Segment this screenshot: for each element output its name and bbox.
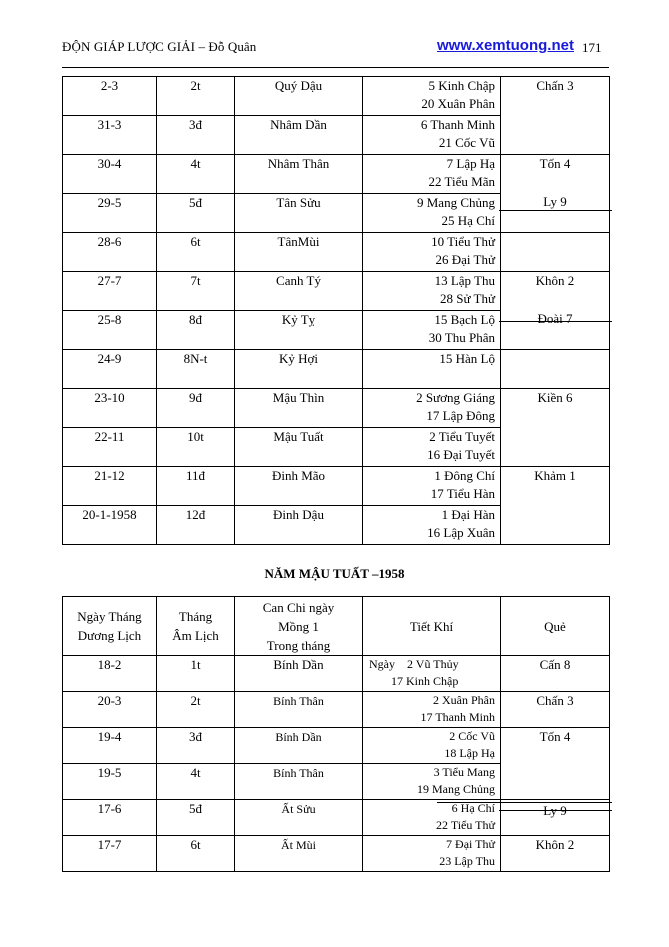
que-cell-empty <box>501 233 610 272</box>
canchi-cell: Nhâm Dần <box>235 116 363 155</box>
que-divider-line <box>499 321 612 322</box>
table-row <box>63 800 610 836</box>
month-cell: 9đ <box>157 389 235 428</box>
canchi-cell: Nhâm Thân <box>235 155 363 194</box>
que-cell: Cấn 8 <box>501 656 610 692</box>
tiet-khi-cell: 13 Lập Thu 28 Sử Thử <box>363 272 501 311</box>
month-cell: 6t <box>157 836 235 872</box>
que-divider-line <box>437 802 612 803</box>
date-cell: 20-3 <box>63 692 157 728</box>
date-cell: 23-10 <box>63 389 157 428</box>
tiet-khi-cell: 5 Kinh Chập 20 Xuân Phân <box>363 77 501 116</box>
month-cell: 6t <box>157 233 235 272</box>
que-divider-line <box>499 210 612 211</box>
table-row <box>63 836 610 872</box>
header-canchi: Can Chi ngày Mồng 1 Trong tháng <box>235 597 363 656</box>
que-cell: Kiền 6 <box>501 389 610 467</box>
canchi-cell: Mậu Tuất <box>235 428 363 467</box>
page-number: 171 <box>582 40 602 55</box>
table-row <box>63 272 610 311</box>
date-cell: 19-4 <box>63 728 157 764</box>
canchi-cell: Kỷ Hợi <box>235 350 363 389</box>
date-cell: 21-12 <box>63 467 157 506</box>
canchi-cell: Đinh Mão <box>235 467 363 506</box>
header-date: Ngày Tháng Dương Lịch <box>63 597 157 656</box>
canchi-cell: Ất Sửu <box>235 800 363 836</box>
date-cell: 18-2 <box>63 656 157 692</box>
tiet-khi-cell: 2 Tiểu Tuyết 16 Đại Tuyết <box>363 428 501 467</box>
month-cell: 10t <box>157 428 235 467</box>
date-cell: 31-3 <box>63 116 157 155</box>
canchi-cell: Canh Tý <box>235 272 363 311</box>
date-cell: 25-8 <box>63 311 157 350</box>
header-que: Quẻ <box>501 597 610 656</box>
month-cell: 3đ <box>157 728 235 764</box>
canchi-cell: Tân Sửu <box>235 194 363 233</box>
month-cell: 8N-t <box>157 350 235 389</box>
que-cell: Chấn 3 <box>501 77 610 155</box>
month-cell: 8đ <box>157 311 235 350</box>
month-cell: 4t <box>157 155 235 194</box>
que-cell: Khôn 2 <box>501 836 610 872</box>
que-cell: Tốn 4 Ly 9 <box>501 155 610 233</box>
tiet-khi-cell: 1 Đông Chí 17 Tiểu Hàn <box>363 467 501 506</box>
date-cell: 20-1-1958 <box>63 506 157 545</box>
date-cell: 29-5 <box>63 194 157 233</box>
calendar-table-1958 <box>62 596 610 872</box>
tiet-khi-cell: 7 Lập Hạ 22 Tiểu Mãn <box>363 155 501 194</box>
date-cell: 27-7 <box>63 272 157 311</box>
table-row <box>63 656 610 692</box>
section-title: NĂM MẬU TUẤT –1958 <box>264 566 405 581</box>
month-cell: 7t <box>157 272 235 311</box>
header-month: Tháng Âm Lịch <box>157 597 235 656</box>
date-cell: 24-9 <box>63 350 157 389</box>
date-cell: 17-6 <box>63 800 157 836</box>
canchi-cell: Mậu Thìn <box>235 389 363 428</box>
que-cell: Chấn 3 <box>501 692 610 728</box>
que-ly-label: Ly 9 <box>543 194 567 209</box>
tiet-khi-cell: 15 Hàn Lộ <box>363 350 501 389</box>
que-cell: Ly 9 <box>501 800 610 836</box>
date-cell: 22-11 <box>63 428 157 467</box>
calendar-table-1957 <box>62 76 610 545</box>
header-tiet-khi: Tiết Khí <box>363 597 501 656</box>
month-cell: 3đ <box>157 116 235 155</box>
month-cell: 2t <box>157 77 235 116</box>
date-cell: 2-3 <box>63 77 157 116</box>
tiet-khi-cell: 15 Bạch Lộ 30 Thu Phân <box>363 311 501 350</box>
table-row <box>63 728 610 764</box>
canchi-cell: Bính Thân <box>235 692 363 728</box>
tiet-khi-cell: 10 Tiểu Thử 26 Đại Thử <box>363 233 501 272</box>
date-cell: 17-7 <box>63 836 157 872</box>
month-cell: 1t <box>157 656 235 692</box>
canchi-cell: Bính Dần <box>235 656 363 692</box>
canchi-cell: Bính Thân <box>235 764 363 800</box>
month-cell: 4t <box>157 764 235 800</box>
month-cell: 5đ <box>157 800 235 836</box>
tiet-khi-cell: 1 Đại Hàn 16 Lập Xuân <box>363 506 501 545</box>
table-header-row <box>63 597 610 656</box>
month-cell: 11đ <box>157 467 235 506</box>
canchi-cell: Đinh Dậu <box>235 506 363 545</box>
table-row <box>63 155 610 194</box>
canchi-cell: Ất Mùi <box>235 836 363 872</box>
canchi-cell: Quý Dậu <box>235 77 363 116</box>
que-strike-line <box>499 810 612 811</box>
table-row <box>63 692 610 728</box>
table-row <box>63 350 610 389</box>
que-cell-empty <box>501 350 610 389</box>
date-cell: 19-5 <box>63 764 157 800</box>
table-row <box>63 467 610 506</box>
month-cell: 2t <box>157 692 235 728</box>
website-link[interactable]: www.xemtuong.net <box>437 37 574 54</box>
tiet-khi-cell: 6 Thanh Minh 21 Cốc Vũ <box>363 116 501 155</box>
month-cell: 5đ <box>157 194 235 233</box>
canchi-cell: Bính Dần <box>235 728 363 764</box>
header-rule <box>62 67 609 68</box>
tiet-khi-cell: 2 Xuân Phân 17 Thanh Minh <box>363 692 501 728</box>
month-cell: 12đ <box>157 506 235 545</box>
que-cell: Khôn 2 Đoài 7 <box>501 272 610 350</box>
canchi-cell: Kỷ Tỵ <box>235 311 363 350</box>
tiet-khi-cell: Ngày 2 Vũ Thủy 17 Kinh Chập <box>363 656 501 692</box>
tiet-khi-cell: 2 Sương Giáng 17 Lập Đông <box>363 389 501 428</box>
que-cell: Khảm 1 <box>501 467 610 545</box>
table-row <box>63 233 610 272</box>
tiet-khi-cell: 6 Hạ Chí 22 Tiểu Thử <box>363 800 501 836</box>
date-cell: 30-4 <box>63 155 157 194</box>
canchi-cell: TânMùi <box>235 233 363 272</box>
table-row <box>63 389 610 428</box>
tiet-khi-cell: 2 Cốc Vũ 18 Lập Hạ <box>363 728 501 764</box>
tiet-khi-cell: 3 Tiểu Mang 19 Mang Chủng <box>363 764 501 800</box>
tiet-khi-cell: 7 Đại Thử 23 Lập Thu <box>363 836 501 872</box>
table-row <box>63 77 610 116</box>
running-header-title: ĐỘN GIÁP LƯỢC GIẢI – Đỗ Quân <box>62 39 257 54</box>
tiet-khi-cell: 9 Mang Chủng 25 Hạ Chí <box>363 194 501 233</box>
date-cell: 28-6 <box>63 233 157 272</box>
que-cell: Tốn 4 <box>501 728 610 800</box>
